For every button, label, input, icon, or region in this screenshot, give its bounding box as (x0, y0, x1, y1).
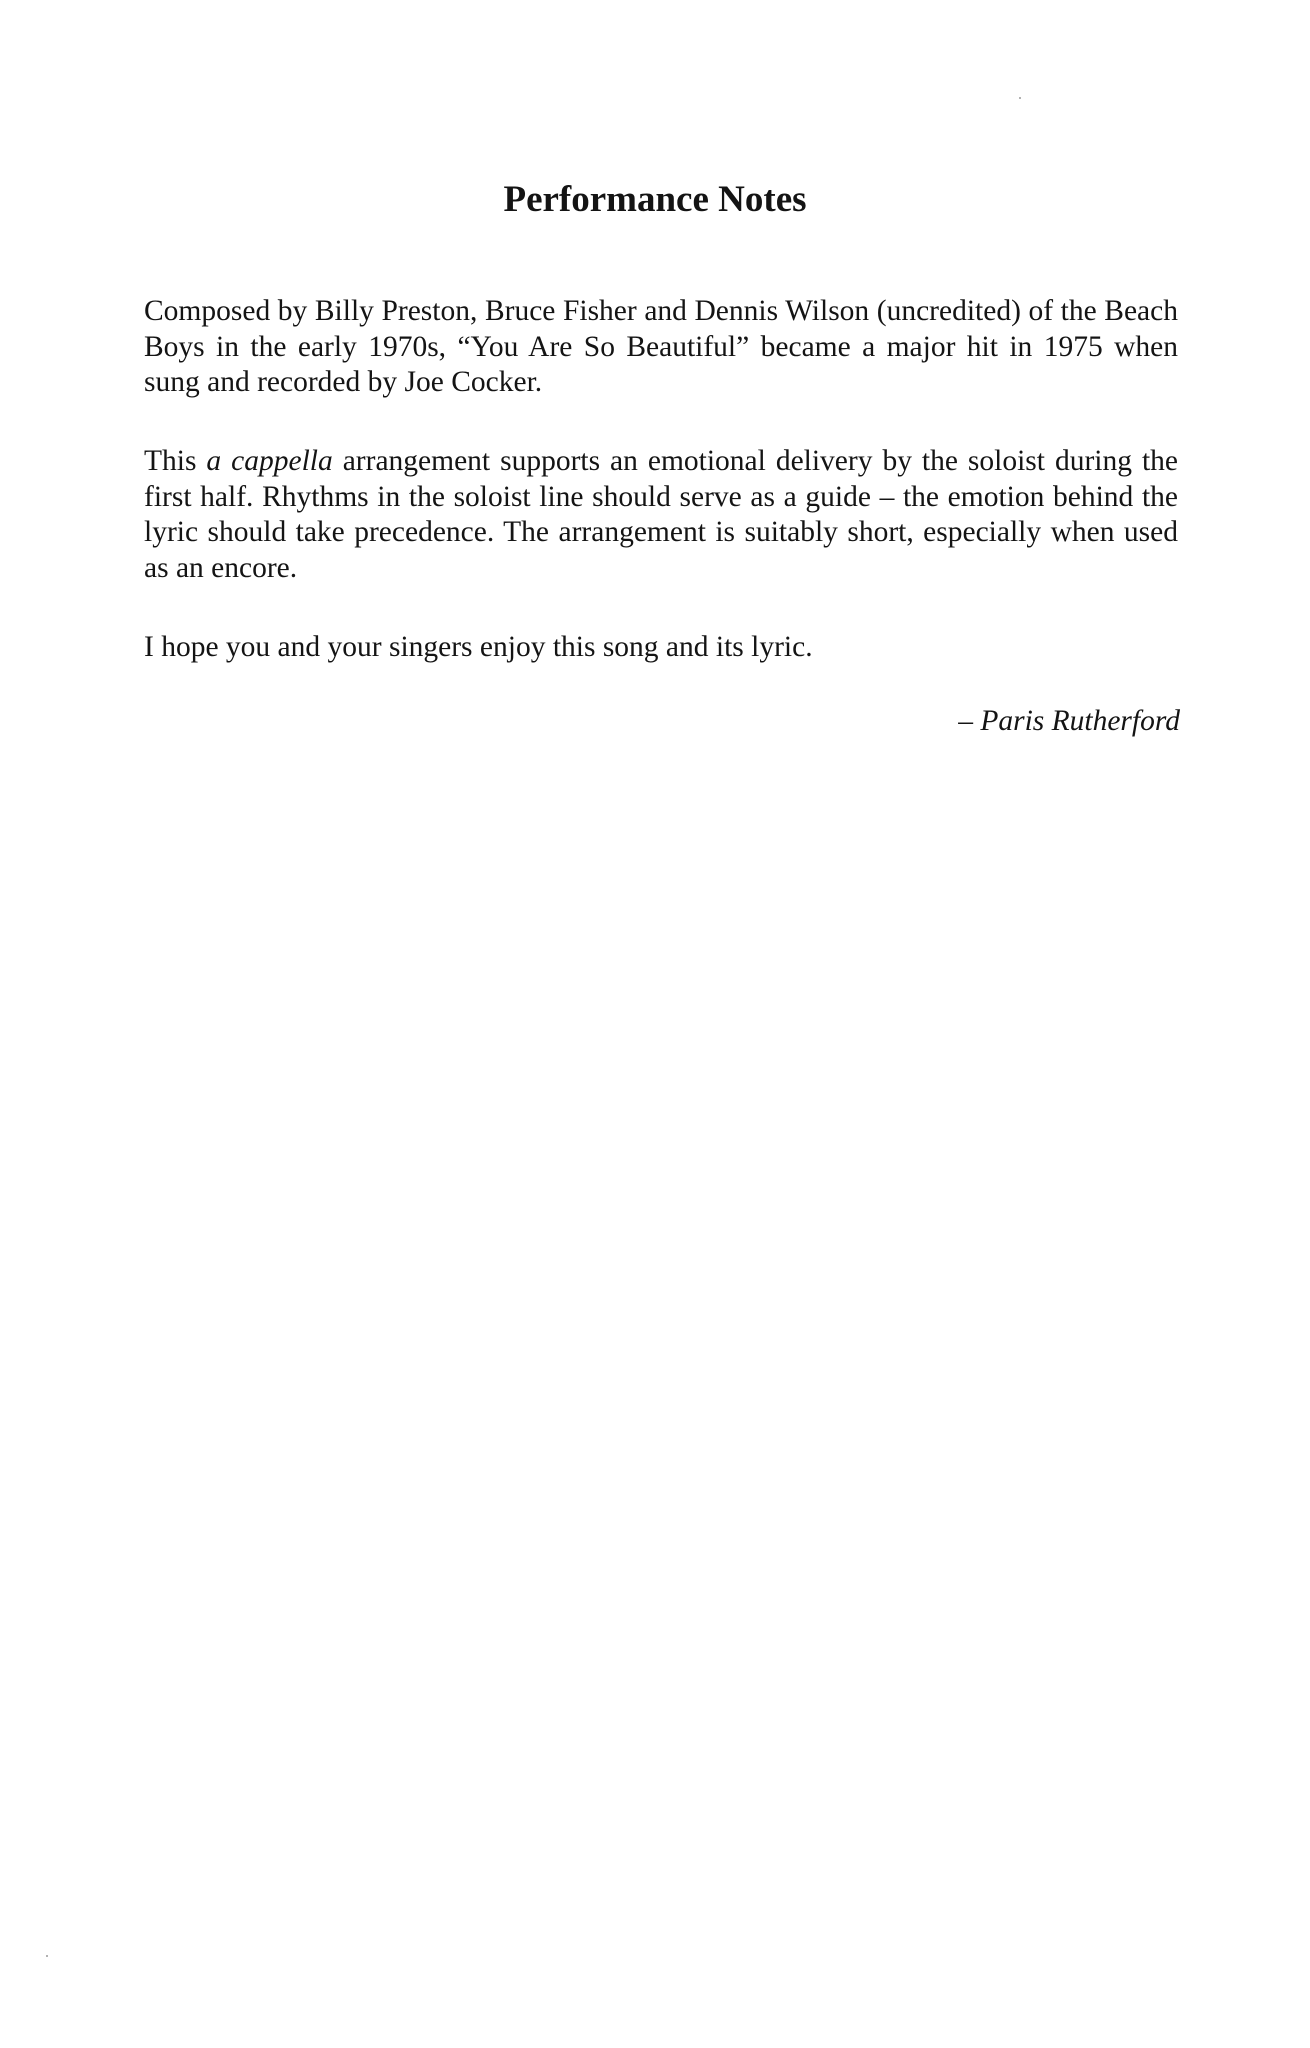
paragraph-intro: Composed by Billy Preston, Bruce Fisher and Dennis Wilson (uncredited) of the Beach Boys in the early 1970s, “You Are So Beautiful” became a major hit in 1975 when sung and recorded by Joe Cocker. (144, 295, 1178, 398)
paragraph-closing: I hope you and your singers enjoy this song and its lyric. (144, 631, 813, 663)
paragraph-arrangement (144, 444, 1178, 586)
paragraph-arrangement-lead: This (144, 445, 207, 477)
scan-speck (46, 1955, 48, 1957)
scan-speck (1019, 97, 1021, 99)
page-title: Performance Notes (503, 179, 807, 220)
italic-term: a cappella (206, 445, 333, 477)
paragraph-arrangement-rest: arrangement supports an emotional delivery by the soloist during the first half. Rhythms in the soloist line should serve as a guide – the emotion behind the lyric should take precedence. The arrangement is suitably short, especially when used as an encore. (144, 445, 1178, 584)
signature: – Paris Rutherford (958, 705, 1180, 737)
